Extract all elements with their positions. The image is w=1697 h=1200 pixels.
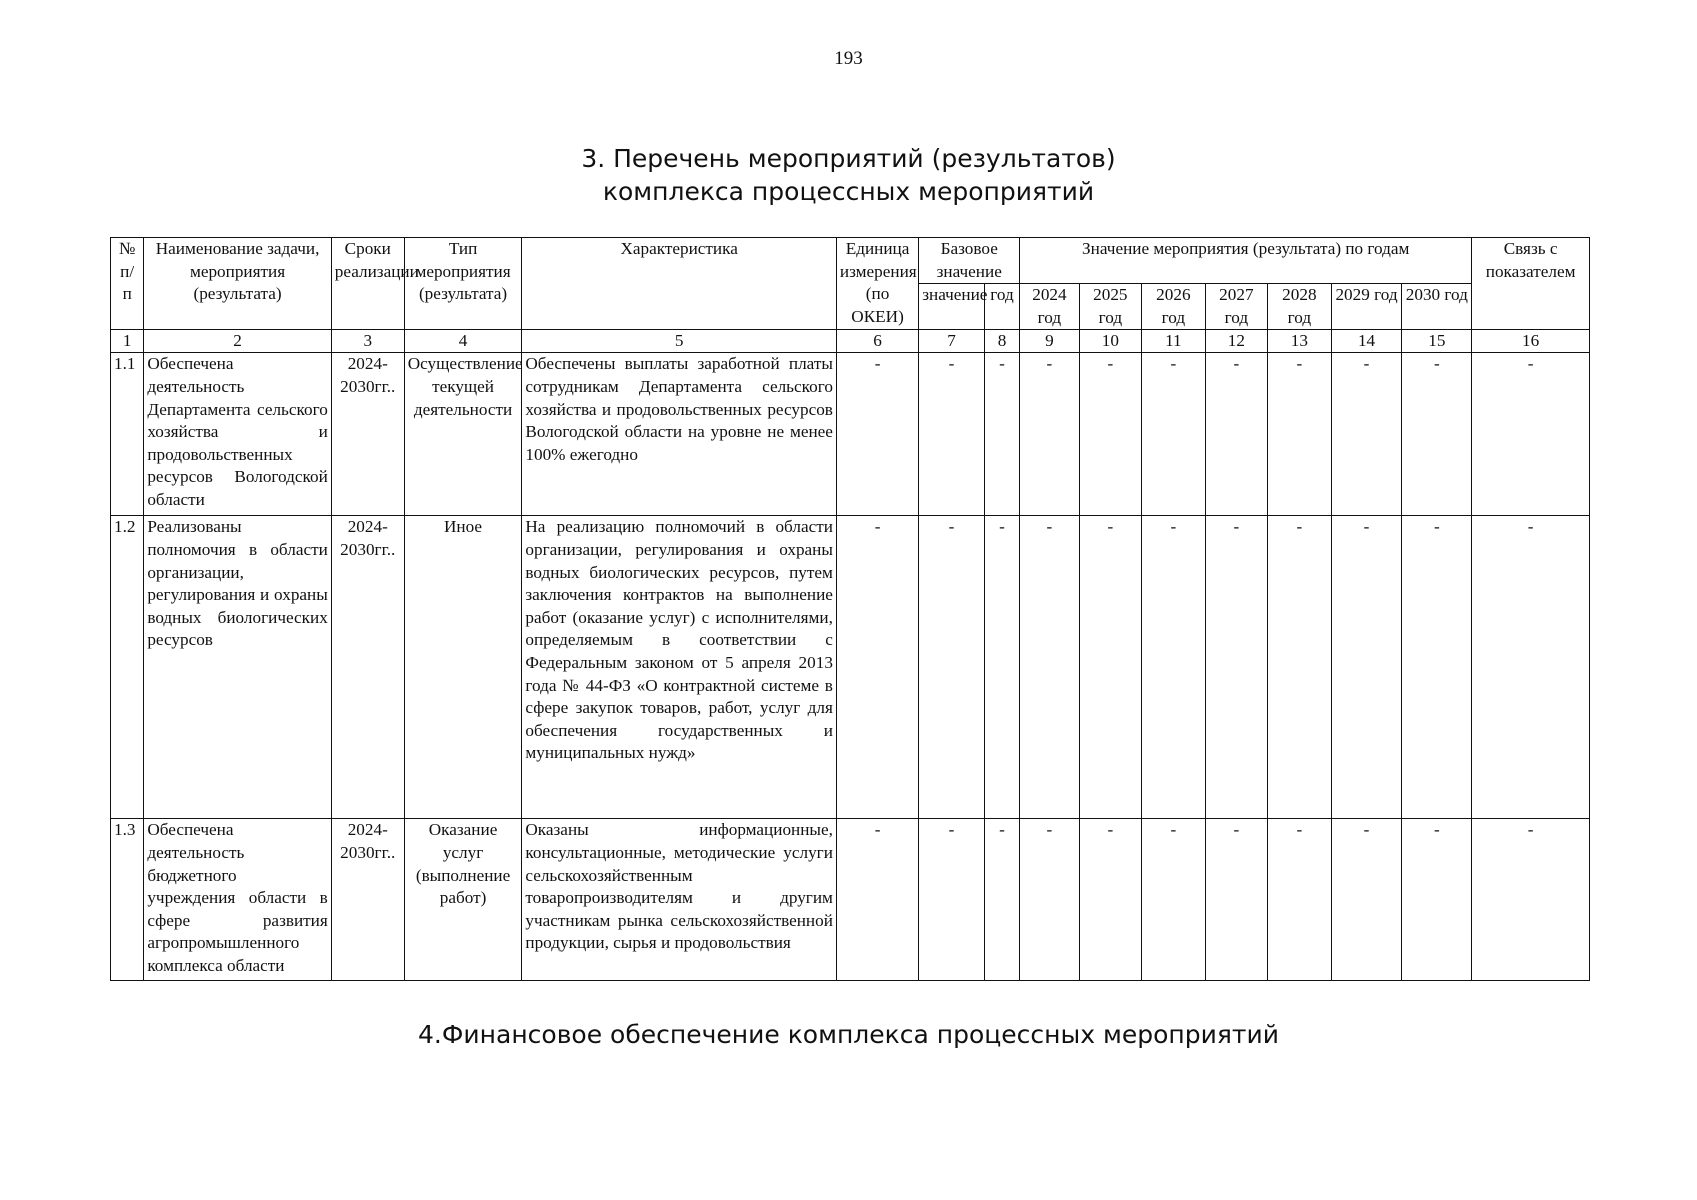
row-characteristic: Оказаны информационные, консультационные, методические услуги сельскохозяйственным товаропроизводителям и другим участникам рынка сельскохозяйственной продукции, сырья и продовольствия <box>522 819 837 981</box>
row-value-2027: - <box>1205 353 1267 516</box>
row-base-year: - <box>984 819 1019 981</box>
row-value-2025: - <box>1079 353 1141 516</box>
column-number: 1 <box>111 330 144 353</box>
header-base: Базовое значение <box>919 238 1020 284</box>
row-value-2026: - <box>1142 516 1206 819</box>
row-terms: 2024-2030гг.. <box>331 353 404 516</box>
column-number: 5 <box>522 330 837 353</box>
row-unit: - <box>836 353 918 516</box>
column-number: 7 <box>919 330 985 353</box>
header-year-2026: 2026 год <box>1142 284 1206 330</box>
measures-table <box>110 237 1590 981</box>
row-value-2027: - <box>1205 516 1267 819</box>
row-link: - <box>1472 516 1590 819</box>
row-characteristic: Обеспечены выплаты заработной платы сотрудникам Департамента сельского хозяйства и продовольственных ресурсов Вологодской области на уровне не менее 100% ежегодно <box>522 353 837 516</box>
column-number: 12 <box>1205 330 1267 353</box>
row-type: Осуществление текущей деятельности <box>404 353 522 516</box>
row-value-2024: - <box>1020 819 1079 981</box>
header-year-2030: 2030 год <box>1402 284 1472 330</box>
header-unit: Единица измерения (по ОКЕИ) <box>836 238 918 330</box>
row-value-2029: - <box>1331 353 1402 516</box>
header-link: Связь с показателем <box>1472 238 1590 330</box>
header-terms: Сроки реализации <box>331 238 404 330</box>
row-characteristic: На реализацию полномочий в области организации, регулирования и охраны водных биологических ресурсов, путем заключения контрактов на выполнение работ (оказание услуг) с исполнителями, определяемым в соответствии с Федеральным законом от 5 апреля 2013 года № 44-ФЗ «О контрактной системе в сфере закупок товаров, работ, услуг для обеспечения государственных и муниципальных нужд» <box>522 516 837 819</box>
row-value-2030: - <box>1402 353 1472 516</box>
row-unit: - <box>836 516 918 819</box>
row-value-2026: - <box>1142 819 1206 981</box>
header-name: Наименование задачи, мероприятия (результата) <box>144 238 331 330</box>
column-number: 14 <box>1331 330 1402 353</box>
column-number: 8 <box>984 330 1019 353</box>
row-value-2025: - <box>1079 516 1141 819</box>
header-characteristic: Характеристика <box>522 238 837 330</box>
header-year-2028: 2028 год <box>1268 284 1332 330</box>
header-year-2027: 2027 год <box>1205 284 1267 330</box>
row-base-value: - <box>919 819 985 981</box>
row-type: Оказание услуг (выполнение работ) <box>404 819 522 981</box>
column-number: 3 <box>331 330 404 353</box>
column-number: 15 <box>1402 330 1472 353</box>
row-value-2027: - <box>1205 819 1267 981</box>
column-number: 16 <box>1472 330 1590 353</box>
row-base-value: - <box>919 516 985 819</box>
table-row <box>111 819 1590 981</box>
row-name: Реализованы полномочия в области организации, регулирования и охраны водных биологических ресурсов <box>144 516 331 819</box>
row-terms: 2024-2030гг.. <box>331 819 404 981</box>
column-number: 9 <box>1020 330 1079 353</box>
header-no: № п/ п <box>111 238 144 330</box>
row-number: 1.2 <box>111 516 144 819</box>
row-value-2028: - <box>1268 516 1332 819</box>
column-number: 13 <box>1268 330 1332 353</box>
column-number: 4 <box>404 330 522 353</box>
header-values-by-year: Значение мероприятия (результата) по годам <box>1020 238 1472 284</box>
row-number: 1.3 <box>111 819 144 981</box>
row-link: - <box>1472 819 1590 981</box>
row-link: - <box>1472 353 1590 516</box>
table-row <box>111 516 1590 819</box>
row-value-2028: - <box>1268 353 1332 516</box>
row-value-2026: - <box>1142 353 1206 516</box>
column-number: 2 <box>144 330 331 353</box>
row-value-2029: - <box>1331 516 1402 819</box>
column-number: 10 <box>1079 330 1141 353</box>
row-value-2024: - <box>1020 353 1079 516</box>
header-base-year: год <box>984 284 1019 330</box>
column-number: 6 <box>836 330 918 353</box>
column-number: 11 <box>1142 330 1206 353</box>
row-value-2024: - <box>1020 516 1079 819</box>
row-terms: 2024-2030гг.. <box>331 516 404 819</box>
row-value-2030: - <box>1402 819 1472 981</box>
row-value-2030: - <box>1402 516 1472 819</box>
header-year-2024: 2024 год <box>1020 284 1079 330</box>
section-4-title: 4.Финансовое обеспечение комплекса процессных мероприятий <box>418 1020 1279 1049</box>
table-row <box>111 353 1590 516</box>
header-row-1 <box>111 238 1590 284</box>
row-value-2028: - <box>1268 819 1332 981</box>
row-number: 1.1 <box>111 353 144 516</box>
row-base-year: - <box>984 353 1019 516</box>
section-3-title-line-2: комплекса процессных мероприятий <box>602 177 1095 206</box>
header-year-2025: 2025 год <box>1079 284 1141 330</box>
section-3-title-line-1: 3. Перечень мероприятий (результатов) <box>581 144 1116 173</box>
row-value-2025: - <box>1079 819 1141 981</box>
row-type: Иное <box>404 516 522 819</box>
column-numbers-row <box>111 330 1590 353</box>
page-number: 193 <box>834 48 863 69</box>
row-unit: - <box>836 819 918 981</box>
row-name: Обеспечена деятельность Департамента сельского хозяйства и продовольственных ресурсов Вологодской области <box>144 353 331 516</box>
row-base-value: - <box>919 353 985 516</box>
row-value-2029: - <box>1331 819 1402 981</box>
row-base-year: - <box>984 516 1019 819</box>
header-type: Тип мероприятия (результата) <box>404 238 522 330</box>
header-base-value: значение <box>919 284 985 330</box>
section-3-title <box>0 142 1697 208</box>
row-name: Обеспечена деятельность бюджетного учреждения области в сфере развития агропромышленного комплекса области <box>144 819 331 981</box>
header-year-2029: 2029 год <box>1331 284 1402 330</box>
